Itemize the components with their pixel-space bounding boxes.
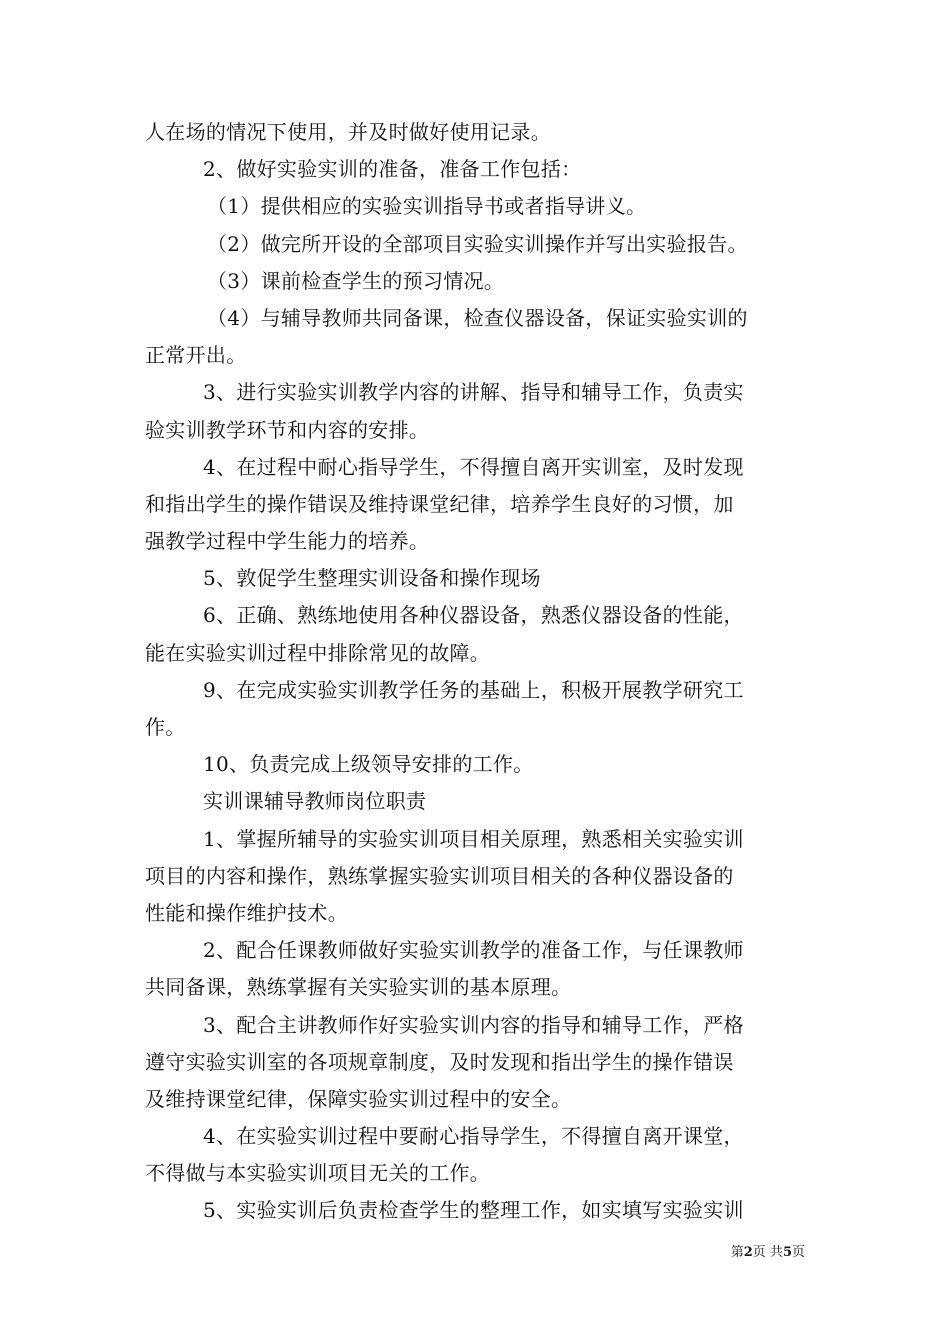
text-line: 能在实验实训过程中排除常见的故障。	[145, 640, 491, 665]
text-line: 共同备课，熟练掌握有关实验实训的基本原理。	[145, 975, 572, 1000]
text-line: 5、实验实训后负责检查学生的整理工作，如实填写实验实训	[203, 1198, 744, 1223]
total-page-number: 5	[782, 1245, 792, 1260]
text-line: 2、做好实验实训的准备，准备工作包括：	[203, 157, 582, 182]
text-line: 3、进行实验实训教学内容的讲解、指导和辅导工作，负责实	[203, 380, 744, 405]
page-number-footer	[731, 1244, 805, 1262]
text-line: 项目的内容和操作，熟练掌握实验实训项目相关的各种仪器设备的	[145, 863, 734, 888]
text-line: （2）做完所开设的全部项目实验实训操作并写出实验报告。	[207, 231, 748, 256]
text-line: 3、配合主讲教师作好实验实训内容的指导和辅导工作，严格	[203, 1012, 744, 1037]
text-line: 性能和操作维护技术。	[145, 900, 348, 925]
text-line: （1）提供相应的实验实训指导书或者指导讲义。	[207, 194, 647, 219]
footer-prefix: 第	[730, 1245, 744, 1260]
text-line: 4、在实验实训过程中要耐心指导学生，不得擅自离开课堂，	[203, 1124, 744, 1149]
current-page-number: 2	[743, 1245, 753, 1260]
text-line: 人在场的情况下使用，并及时做好使用记录。	[145, 120, 551, 144]
text-line: 1、掌握所辅导的实验实训项目相关原理，熟悉相关实验实训	[203, 826, 744, 851]
text-line: （4）与辅导教师共同备课，检查仪器设备，保证实验实训的	[207, 305, 748, 330]
text-line: 不得做与本实验实训项目无关的工作。	[145, 1161, 491, 1186]
text-line: 作。	[145, 715, 186, 739]
text-line: 和指出学生的操作错误及维持课堂纪律，培养学生良好的习惯，加	[145, 491, 734, 516]
text-line: 4、在过程中耐心指导学生，不得擅自离开实训室，及时发现	[203, 454, 744, 479]
text-line: 遵守实验实训室的各项规章制度，及时发现和指出学生的操作错误	[145, 1049, 734, 1074]
text-line: 正常开出。	[145, 343, 247, 368]
footer-suffix: 页	[791, 1245, 805, 1260]
text-line: 及维持课堂纪律，保障实验实训过程中的安全。	[145, 1086, 572, 1111]
text-line: 6、正确、熟练地使用各种仪器设备，熟悉仪器设备的性能，	[203, 603, 744, 628]
text-line: 5、敦促学生整理实训设备和操作现场	[203, 566, 541, 591]
document-body	[145, 114, 815, 1230]
text-line: 2、配合任课教师做好实验实训教学的准备工作，与任课教师	[203, 938, 744, 963]
text-line: 验实训教学环节和内容的安排。	[145, 417, 430, 442]
footer-middle: 页 共	[752, 1245, 783, 1260]
text-line: 9、在完成实验实训教学任务的基础上，积极开展教学研究工	[203, 677, 744, 702]
text-line: 10、负责完成上级领导安排的工作。	[203, 752, 534, 777]
section-heading: 实训课辅导教师岗位职责	[203, 789, 427, 814]
text-line: （3）课前检查学生的预习情况。	[207, 268, 505, 293]
text-line: 强教学过程中学生能力的培养。	[145, 529, 430, 554]
